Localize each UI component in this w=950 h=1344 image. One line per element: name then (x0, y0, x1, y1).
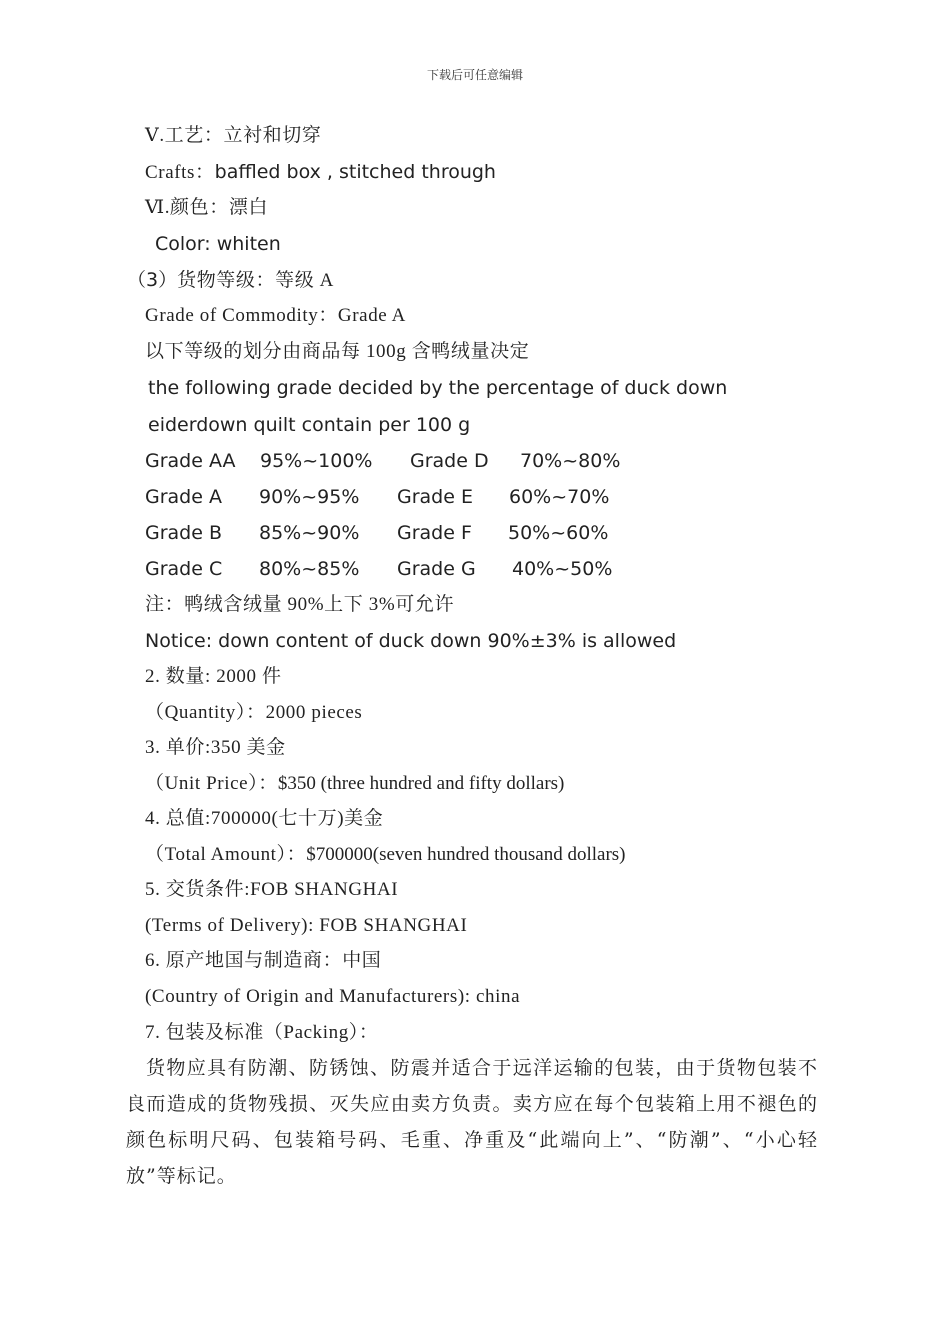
origin-en-line: (Country of Origin and Manufacturers): china (145, 986, 521, 1007)
grade-rule-cn-line: 以下等级的划分由商品每 100g 含鸭绒量决定 (145, 341, 530, 362)
grade-name: Grade B (145, 522, 223, 544)
grade-name: Grade C (145, 558, 223, 580)
total-en-label: （Total Amount）： (145, 844, 307, 865)
packing-body: 货物应具有防潮、防锈蚀、防震并适合于远洋运输的包装，由于货物包装不良而造成的货物残损、灭失应由卖方负责。卖方应在每个包装箱上用不褪色的颜色标明尺码、包装箱号码、毛重、净重及“此端向上”、“防潮”、“小心轻放”等标记。 (126, 1057, 818, 1187)
crafts-cn-label: Ⅴ.工艺： (145, 125, 224, 146)
notice-cn-line: 注：鸭绒含绒量 90%上下 3%可允许 (145, 594, 455, 615)
color-cn-line: Ⅵ.颜色：漂白 (145, 197, 269, 218)
grade-range: 50%~60% (508, 522, 609, 544)
grade-name: Grade E (397, 486, 473, 508)
crafts-en-line (145, 159, 496, 186)
notice-en-line: Notice: down content of duck down 90%±3% is allowed (145, 630, 677, 652)
grade-range: 85%~90% (259, 522, 360, 544)
total-en-line (145, 842, 626, 868)
total-en-value: $700000(seven hundred thousand dollars) (306, 844, 626, 865)
total-cn-line: 4. 总值:700000(七十万)美金 (145, 808, 384, 829)
price-cn-line: 3. 单价:350 美金 (145, 737, 286, 758)
grade-cn-line (127, 267, 334, 294)
grade-range: 95%~100% (260, 450, 373, 472)
price-en-line (145, 771, 564, 797)
crafts-cn-line (145, 123, 322, 149)
packing-title: 7. 包装及标准（Packing）： (145, 1022, 379, 1043)
grade-cn-prefix: （3） (127, 269, 178, 291)
grade-range: 90%~95% (259, 486, 360, 508)
delivery-cn-line: 5. 交货条件:FOB SHANGHAI (145, 879, 399, 900)
delivery-en-line: (Terms of Delivery): FOB SHANGHAI (145, 915, 468, 936)
grade-cn-text: 货物等级：等级 A (177, 270, 334, 291)
grade-name: Grade A (145, 486, 222, 508)
grade-name: Grade D (410, 450, 489, 472)
grade-range: 40%~50% (512, 558, 613, 580)
color-en-line: Color: whiten (155, 233, 281, 255)
grade-rule-en-line-1: the following grade decided by the percentage of duck down (148, 377, 728, 399)
origin-cn-line: 6. 原产地国与制造商：中国 (145, 950, 382, 971)
grade-name: Grade AA (145, 450, 236, 472)
price-en-label: （Unit Price）： (145, 773, 278, 794)
crafts-cn-value: 立衬和切穿 (223, 125, 322, 146)
grade-range: 60%~70% (509, 486, 610, 508)
quantity-cn-line: 2. 数量: 2000 件 (145, 666, 282, 687)
grade-range: 70%~80% (520, 450, 621, 472)
crafts-en-value: baffled box , stitched through (214, 161, 496, 183)
page-header: 下载后可任意编辑 (426, 68, 523, 82)
price-en-value: $350 (three hundred and fifty dollars) (277, 773, 565, 794)
crafts-en-label: Crafts： (145, 162, 215, 183)
grade-range: 80%~85% (259, 558, 360, 580)
quantity-en-line: （Quantity）：2000 pieces (145, 702, 363, 723)
grade-name: Grade G (397, 558, 476, 580)
grade-name: Grade F (397, 522, 472, 544)
grade-rule-en-line-2: eiderdown quilt contain per 100 g (148, 414, 471, 436)
grade-en-line: Grade of Commodity：Grade A (145, 305, 406, 326)
